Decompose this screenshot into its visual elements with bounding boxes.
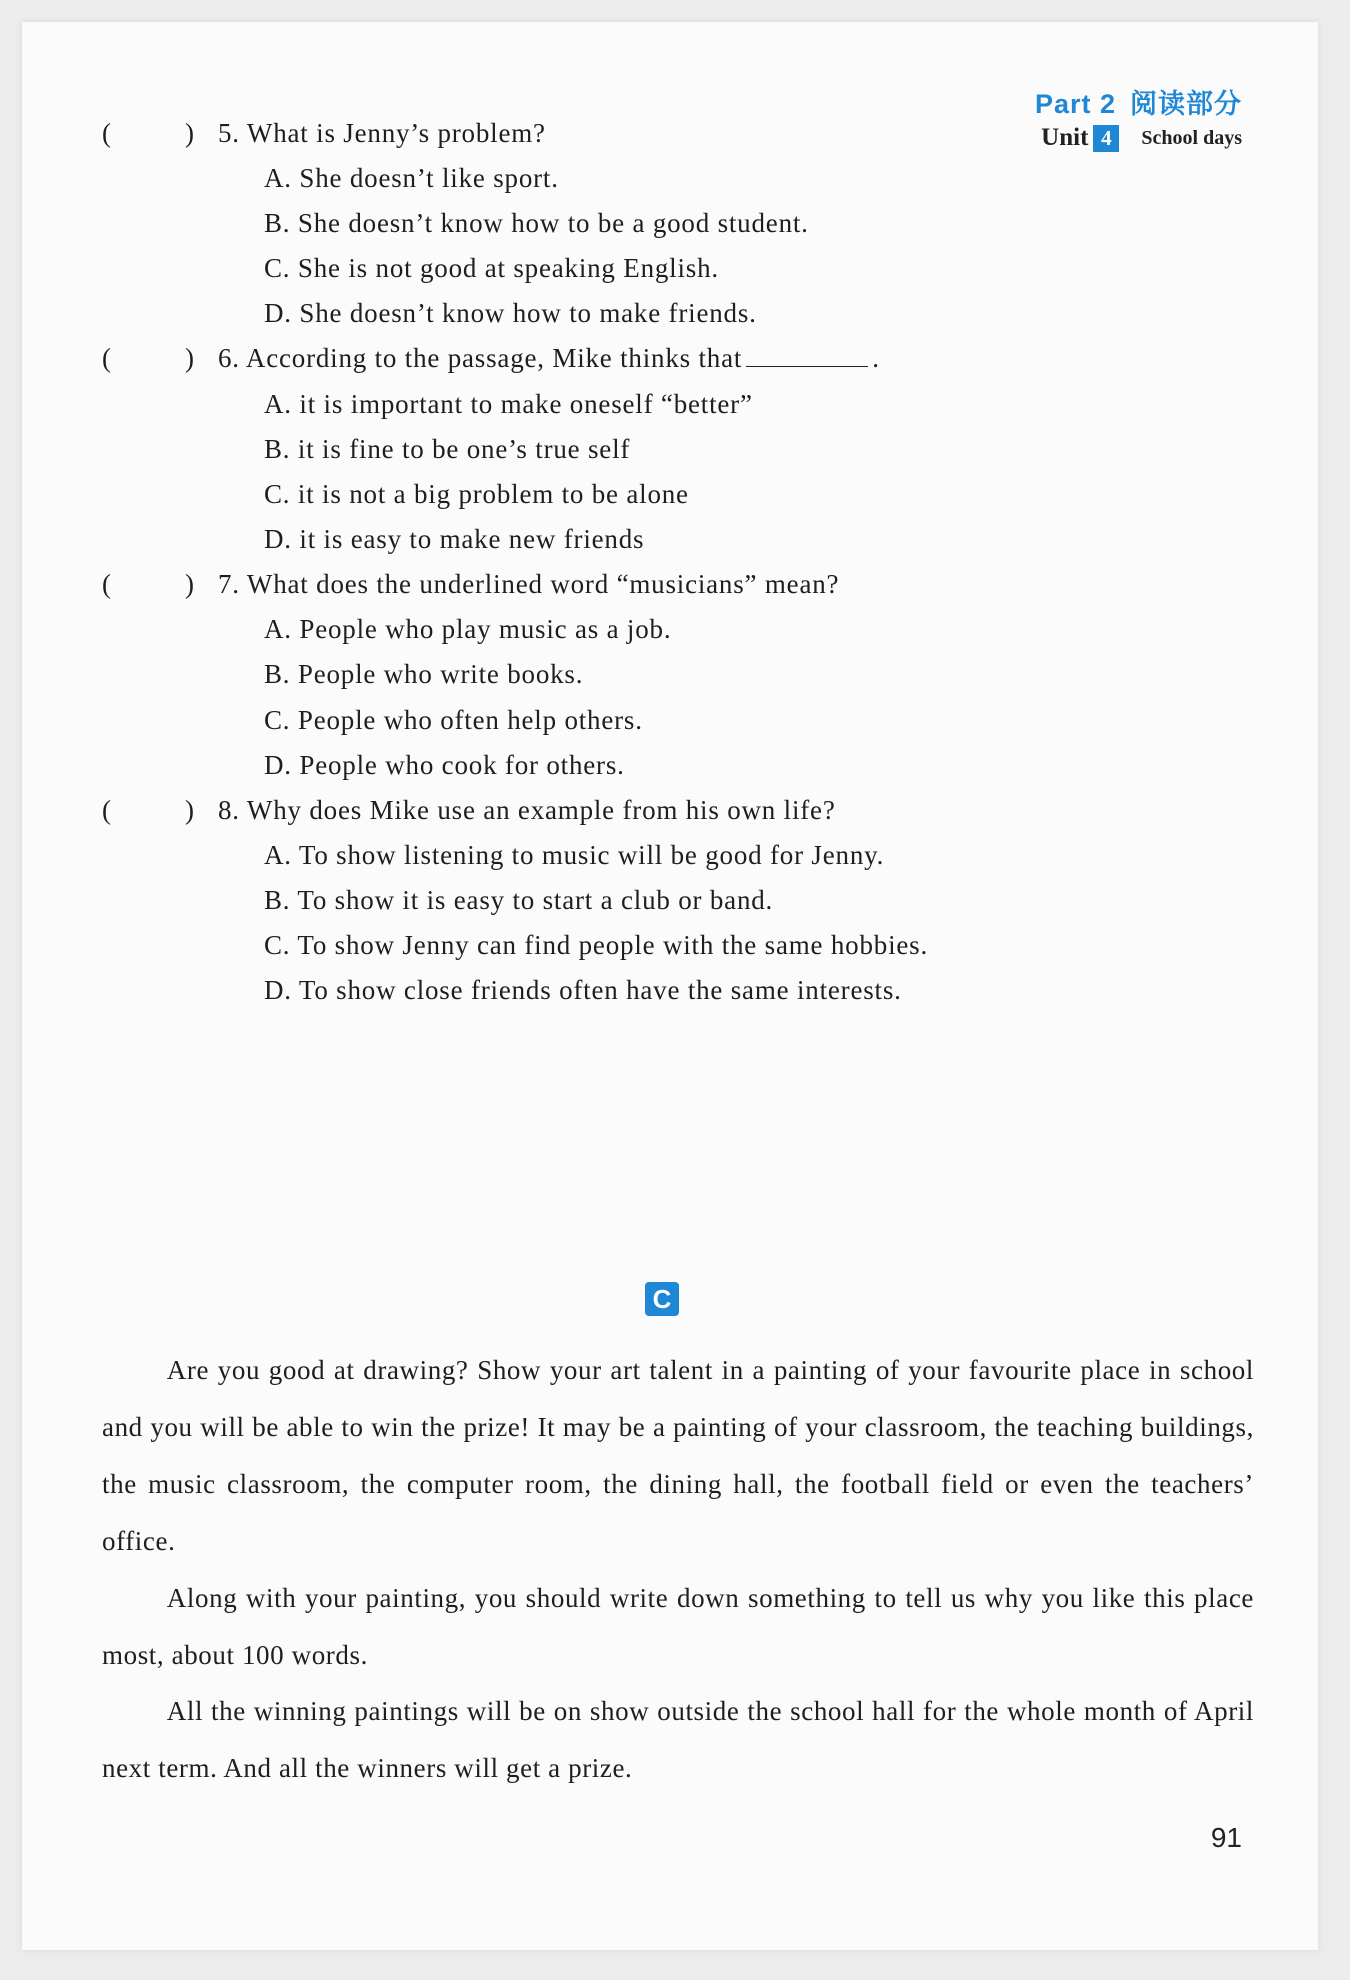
fill-in-blank <box>746 344 868 367</box>
question-text: According to the passage, Mike thinks that <box>245 343 743 373</box>
option-7b: B. People who write books. <box>264 659 584 689</box>
option-6d: D. it is easy to make new friends <box>264 524 645 554</box>
option-6a: A. it is important to make oneself “better” <box>264 389 753 419</box>
question-8 <box>22 795 1318 835</box>
question-stem <box>218 118 546 149</box>
workbook-page <box>22 22 1318 1950</box>
option-8a: A. To show listening to music will be good for Jenny. <box>264 840 885 870</box>
option-7c: C. People who often help others. <box>264 705 643 735</box>
answer-paren-right: ) <box>185 569 195 599</box>
header-unit-title: School days <box>1141 126 1242 149</box>
header-part-label: Part 2 <box>1034 89 1116 119</box>
question-number: 6. <box>218 343 240 373</box>
option-7a: A. People who play music as a job. <box>264 614 672 644</box>
option-6c: C. it is not a big problem to be alone <box>264 479 689 509</box>
option-8d: D. To show close friends often have the same interests. <box>264 975 902 1005</box>
passage-paragraph-3: All the winning paintings will be on show outside the school hall for the whole month of April next term. And all the winners will get a prize. <box>102 1696 1254 1783</box>
question-text: Why does Mike use an example from his own life? <box>246 795 836 825</box>
passage-paragraph-1: Are you good at drawing? Show your art talent in a painting of your favourite place in school and you will be able to win the prize! It may be a painting of your classroom, the teaching buildings, the music classroom, the computer room, the dining hall, the football field or even the teachers’ office. <box>102 1355 1254 1556</box>
option-5b: B. She doesn’t know how to be a good student. <box>264 208 809 238</box>
answer-paren-right: ) <box>185 118 195 148</box>
option-5d: D. She doesn’t know how to make friends. <box>264 298 757 328</box>
option-6b: B. it is fine to be one’s true self <box>264 434 631 464</box>
question-number: 8. <box>218 795 240 825</box>
question-number: 7. <box>218 569 240 599</box>
question-text: What is Jenny’s problem? <box>246 118 546 148</box>
question-text: What does the underlined word “musicians” mean? <box>246 569 840 599</box>
answer-paren-left: ( <box>102 343 112 373</box>
answer-paren-left: ( <box>102 795 112 825</box>
page-number: 91 <box>1210 1822 1242 1853</box>
option-7d: D. People who cook for others. <box>264 750 625 780</box>
answer-paren-left: ( <box>102 569 112 599</box>
question-6 <box>22 343 1318 383</box>
answer-paren-right: ) <box>185 343 195 373</box>
section-c-badge: C <box>645 1282 679 1316</box>
header-unit-number: 4 <box>1093 125 1119 152</box>
answer-paren-left: ( <box>102 118 112 148</box>
passage-paragraph-2: Along with your painting, you should write down something to tell us why you like this place most, about 100 words. <box>102 1583 1254 1670</box>
header-unit-label: Unit <box>1041 124 1089 151</box>
option-5a: A. She doesn’t like sport. <box>264 163 559 193</box>
header-section-cn: 阅读部分 <box>1130 89 1242 119</box>
question-number: 5. <box>218 118 240 148</box>
question-stem <box>218 795 836 826</box>
question-7 <box>22 569 1318 609</box>
question-stem <box>218 343 880 374</box>
question-stem <box>218 569 839 600</box>
option-8b: B. To show it is easy to start a club or band. <box>264 885 774 915</box>
question-5 <box>22 118 1318 158</box>
option-8c: C. To show Jenny can find people with the same hobbies. <box>264 930 929 960</box>
answer-paren-right: ) <box>185 795 195 825</box>
question-stem-end: . <box>872 343 880 373</box>
header-part <box>1035 82 1242 121</box>
option-5c: C. She is not good at speaking English. <box>264 253 719 283</box>
